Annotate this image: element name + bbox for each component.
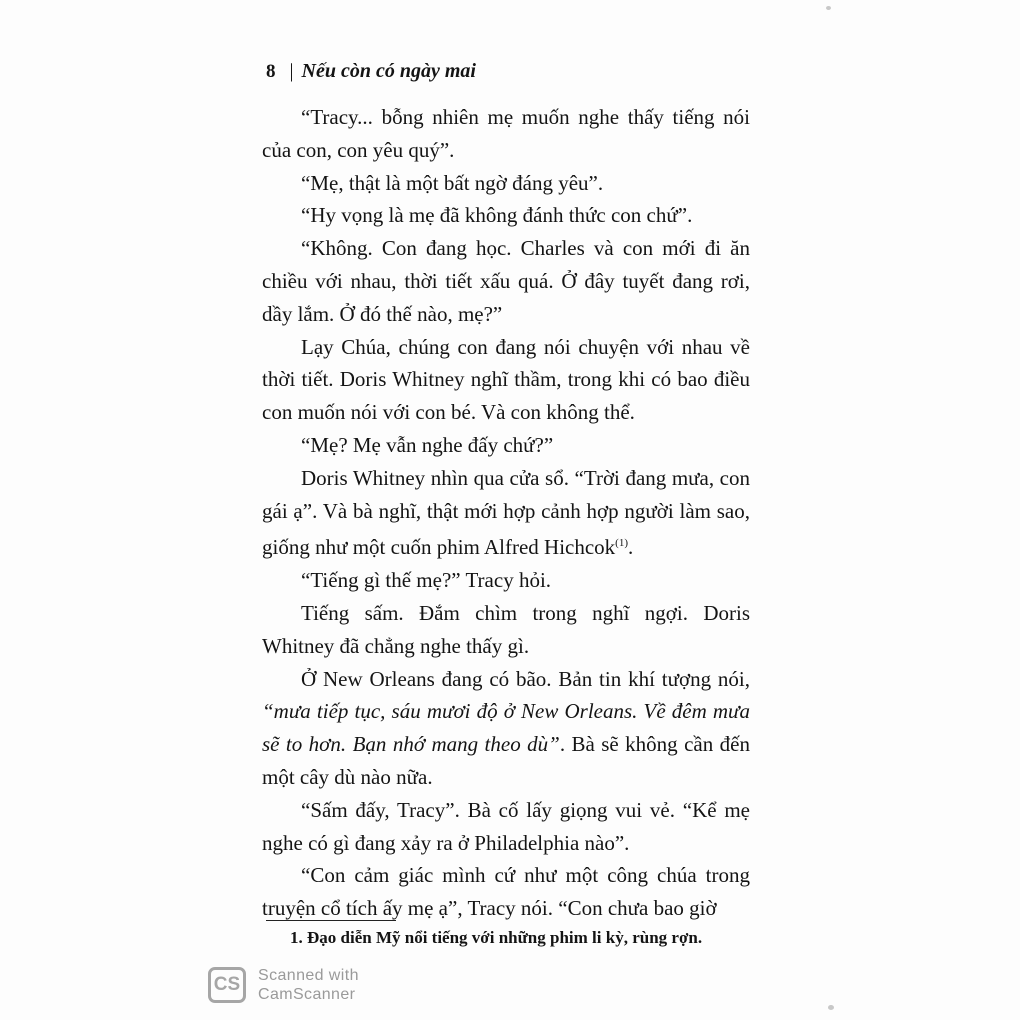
paragraph: “Mẹ? Mẹ vẫn nghe đấy chứ?” bbox=[301, 432, 554, 457]
paragraph-text: Ở New Orleans đang có bão. Bản tin khí tượng nói, bbox=[301, 666, 750, 691]
paragraph: “Mẹ, thật là một bất ngờ đáng yêu”. bbox=[301, 170, 604, 195]
body-text bbox=[262, 101, 750, 925]
paragraph: Lạy Chúa, chúng con đang nói chuyện với nhau về thời tiết. Doris Whitney nghĩ thầm, trong khi có bao điều con muốn nói với con bé. Và con không thể. bbox=[262, 334, 750, 425]
watermark-line-1: Scanned with bbox=[258, 967, 359, 984]
footnote-divider bbox=[266, 920, 396, 921]
book-title: Nếu còn có ngày mai bbox=[301, 60, 476, 82]
watermark-text bbox=[258, 966, 359, 1004]
scan-speck bbox=[828, 1005, 834, 1010]
paragraph: Tiếng sấm. Đắm chìm trong nghĩ ngợi. Doris Whitney đã chẳng nghe thấy gì. bbox=[262, 600, 750, 658]
paragraph: “Không. Con đang học. Charles và con mới đi ăn chiều với nhau, thời tiết xấu quá. Ở đây tuyết đang rơi, dầy lắm. Ở đó thế nào, mẹ?” bbox=[262, 236, 750, 326]
page-number: 8 bbox=[266, 60, 276, 82]
paragraph-with-footnote bbox=[262, 462, 750, 564]
paragraph: “Tracy... bỗng nhiên mẹ muốn nghe thấy tiếng nói của con, con yêu quý”. bbox=[262, 105, 750, 162]
paragraph-text: Doris Whitney nhìn qua cửa sổ. “Trời đang mưa, con gái ạ”. Và bà nghĩ, thật mới hợp cảnh hợp người làm sao, giống như một cuốn phim Alfred Hichcok bbox=[262, 465, 750, 560]
header-separator: | bbox=[289, 60, 294, 82]
scan-speck bbox=[826, 6, 831, 10]
footnote: 1. Đạo diễn Mỹ nổi tiếng với những phim li kỳ, rùng rợn. bbox=[290, 928, 703, 947]
paragraph-weather bbox=[262, 663, 750, 794]
scanner-watermark bbox=[208, 966, 359, 1004]
running-header bbox=[266, 60, 476, 83]
watermark-line-2: CamScanner bbox=[258, 986, 356, 1003]
sentence-end: . bbox=[628, 535, 634, 560]
paragraph: “Hy vọng là mẹ đã không đánh thức con chứ”. bbox=[301, 203, 693, 228]
paragraph-text-end: . Bà sẽ không cần đến một cây dù nào nữa. bbox=[262, 732, 750, 789]
paragraph: “Con cảm giác mình cứ như một công chúa trong truyện cổ tích ấy mẹ ạ”, Tracy nói. “Con chưa bao giờ bbox=[262, 863, 750, 921]
paragraph: “Sấm đấy, Tracy”. Bà cố lấy giọng vui vẻ. “Kể mẹ nghe có gì đang xảy ra ở Philadelphia nào”. bbox=[262, 797, 750, 855]
weather-quote: “mưa tiếp tục, sáu mươi độ ở New Orleans. Về đêm mưa sẽ to hơn. Bạn nhớ mang theo dù” bbox=[262, 699, 750, 757]
paragraph: “Tiếng gì thế mẹ?” Tracy hỏi. bbox=[301, 568, 552, 593]
footnote-marker: (1) bbox=[615, 537, 628, 550]
camscanner-logo: CS bbox=[208, 967, 246, 1003]
